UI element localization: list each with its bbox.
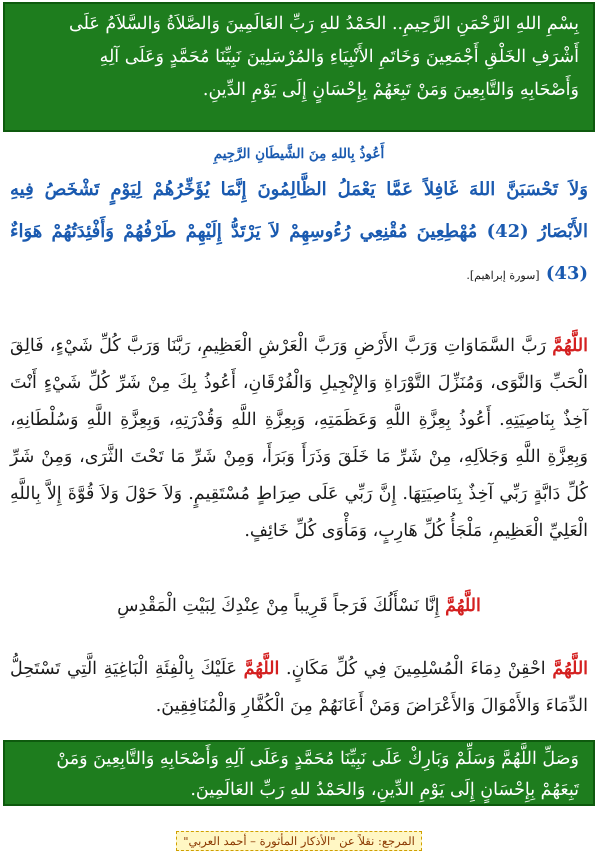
dua-paragraph-2 bbox=[10, 588, 588, 625]
dua-paragraph-1 bbox=[10, 328, 588, 550]
opening-line-2: أَشْرَفِ الخَلْقِ أَجْمَعِينَ وَخَاتَمِ الأَنْبِيَاءِ وَالمُرْسَلِينَ نَبِيِّنَا مُحَمَّدٍ وَعَلَى آلِهِ bbox=[99, 47, 579, 67]
opening-line-1: بِسْمِ اللهِ الرَّحْمَنِ الرَّحِيمِ.. الحَمْدُ للهِ رَبِّ العَالَمِينَ وَالصَّلاَةُ وَالسَّلاَمُ عَلَى bbox=[69, 14, 579, 34]
dua-text: رَبَّ السَّمَاوَاتِ وَرَبَّ الأَرْضِ وَرَبَّ الْعَرْشِ الْعَظِيمِ، رَبَّنَا وَرَبَّ كُلِّ شَيْءٍ، فَالِقَ الْحَبِّ وَالنَّوَى، وَمُنَزِّلَ التَّوْرَاةِ وَالإِنْجِيلِ وَالْفُرْقَانِ، أَعُوذُ بِكَ مِنْ شَرِّ كُلِّ شَيْءٍ أَنْتَ آخِذٌ بِنَاصِيَتِهِ. أَعُوذُ بِعِزَّةِ اللَّهِ وَعَظَمَتِهِ، وَبِعِزَّةِ اللَّهِ وَقُدْرَتِهِ، وَبِعِزَّةِ اللَّهِ وَسُلْطَانِهِ، وَبِعِزَّةِ اللَّهِ وَجَلاَلِهِ، مِنْ شَرِّ مَا خَلَقَ وَذَرَأَ وَبَرَأَ، وَمِنْ شَرِّ مَا تَحْتَ الثَّرَى، وَمِنْ شَرِّ كُلِّ دَابَّةٍ رَبِّي آخِذٌ بِنَاصِيَتِهَا. إِنَّ رَبِّي عَلَى صِرَاطٍ مُسْتَقِيمٍ. وَلاَ حَوْلَ وَلاَ قُوَّةَ إِلاَّ بِاللَّهِ الْعَلِيِّ الْعَظِيمِ، مَلْجَأُ كُلِّ هَارِبٍ، وَمَأْوَى كُلِّ خَائِفٍ. bbox=[10, 336, 588, 541]
closing-line-1: وَصَلِّ اللَّهُمَّ وَسَلِّمْ وَبَارِكْ عَلَى نَبِيِّنَا مُحَمَّدٍ وَعَلَى آلِهِ وَأَصْحَابِهِ وَالتَّابِعِينَ وَمَنْ bbox=[56, 749, 579, 769]
surah-reference: [سورة إبراهيم]. bbox=[466, 269, 540, 282]
opening-line-3: وَأَصْحَابِهِ وَالتَّابِعِينَ وَمَنْ تَبِعَهُمْ بِإِحْسَانٍ إِلَى يَوْمِ الدِّينِ. bbox=[202, 80, 579, 100]
istiadha: أَعُوذُ بِاللهِ مِنَ الشَّيطَانِ الرَّجِيمِ bbox=[213, 146, 385, 162]
closing-line-2: تَبِعَهُمْ بِإِحْسَانٍ إِلَى يَوْمِ الدِّينِ، وَالحَمْدُ للهِ رَبِّ العَالَمِينَ. bbox=[190, 780, 579, 800]
dua-text: عَلَيْكَ بِالْفِئَةِ الْبَاغِيَةِ الَّتِي تَسْتَحِلُّ الدِّمَاءَ وَالأَمْوَالَ وَالأَعْرَاضَ وَمَنْ أَعَانَهُمْ مِنَ الْكُفَّارِ وَالْمُنَافِقِينَ. bbox=[10, 659, 588, 716]
opening-box bbox=[3, 2, 595, 132]
quran-verse bbox=[10, 169, 588, 297]
allahumma-word: اللَّهُمَّ bbox=[552, 336, 588, 356]
allahumma-word: اللَّهُمَّ bbox=[552, 659, 589, 679]
verse-text: وَلاَ تَحْسَبَنَّ اللهَ غَافِلاً عَمَّا يَعْمَلُ الظَّالِمُونَ إِنَّمَا يُؤَخِّرُهُمْ لِيَوْمٍ تَشْخَصُ فِيهِ الأَبْصَارُ (42) مُهْطِعِينَ مُقْنِعِي رُءُوسِهِمْ لاَ يَرْتَدُّ إِلَيْهِمْ طَرْفُهُمْ وَأَفْئِدَتُهُمْ هَوَاءٌ (43) bbox=[10, 179, 588, 284]
dua-text: احْقِنْ دِمَاءَ الْمُسْلِمِينَ فِي كُلِّ مَكَانٍ. bbox=[286, 659, 546, 679]
reference bbox=[0, 830, 598, 851]
allahumma-word: اللَّهُمَّ bbox=[445, 596, 481, 616]
reference-text: المرجع: نقلاً عن "الأذكار المأثورة – أحمد العربي" bbox=[176, 831, 422, 851]
dua-text: إِنَّا نَسْأَلُكَ فَرَجاً قَرِيباً مِنْ عِنْدِكَ لِبَيْتِ الْمَقْدِسِ bbox=[117, 596, 440, 616]
closing-box bbox=[3, 740, 595, 806]
dua-paragraph-3 bbox=[10, 651, 588, 725]
allahumma-word: اللَّهُمَّ bbox=[243, 659, 280, 679]
